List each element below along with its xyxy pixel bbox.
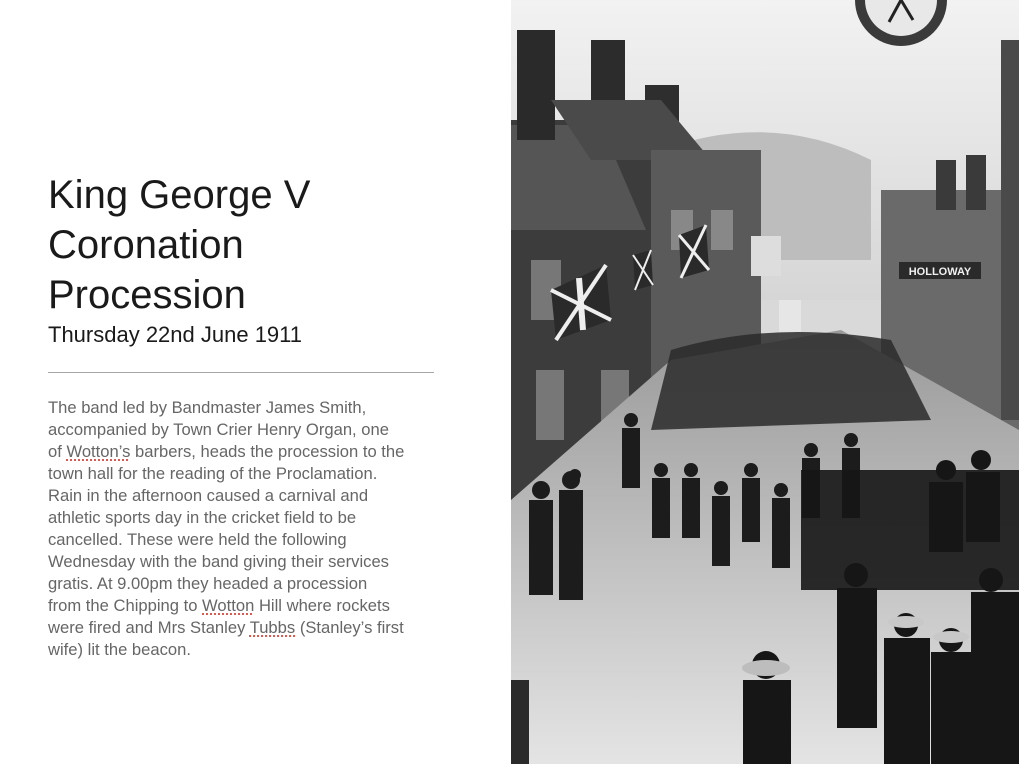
body-line: Rain in the afternoon caused a carnival and bbox=[48, 486, 369, 505]
slide-subtitle: Thursday 22nd June 1911 bbox=[48, 322, 302, 347]
body-line: wife) lit the beacon. bbox=[48, 640, 191, 659]
body-text-run: barbers, heads the procession to the bbox=[130, 442, 405, 461]
body-text-run: were fired and Mrs Stanley bbox=[48, 618, 250, 637]
body-text-run: (Stanley’s first bbox=[295, 618, 404, 637]
body-text-run: Hill where rockets bbox=[254, 596, 390, 615]
body-line: town hall for the reading of the Proclamation. bbox=[48, 464, 378, 483]
body-line bbox=[48, 617, 448, 639]
body-text-run: from the Chipping to bbox=[48, 596, 203, 615]
historic-photo bbox=[511, 0, 1019, 764]
shop-sign-text: HOLLOWAY bbox=[908, 266, 972, 278]
slide-title bbox=[48, 170, 468, 320]
title-line: Coronation bbox=[48, 223, 244, 267]
divider bbox=[48, 372, 434, 373]
chimney bbox=[936, 160, 956, 210]
body-line: accompanied by Town Crier Henry Organ, one bbox=[48, 420, 389, 439]
photo-edge bbox=[511, 680, 529, 764]
body-line: athletic sports day in the cricket field to be bbox=[48, 508, 357, 527]
chimney bbox=[517, 30, 555, 140]
body-line bbox=[48, 441, 448, 463]
body-line: cancelled. These were held the following bbox=[48, 530, 347, 549]
body-line: gratis. At 9.00pm they headed a procession bbox=[48, 574, 368, 593]
banner bbox=[751, 236, 781, 276]
body-line: The band led by Bandmaster James Smith, bbox=[48, 398, 367, 417]
right-building-edge bbox=[1001, 40, 1019, 420]
window bbox=[711, 210, 733, 250]
straw-hat bbox=[742, 660, 790, 676]
spellcheck-word: Tubbs bbox=[249, 618, 296, 637]
chimney bbox=[966, 155, 986, 210]
distant-crowd bbox=[651, 332, 931, 430]
body-line bbox=[48, 595, 448, 617]
body-paragraph bbox=[48, 397, 448, 661]
straw-hat bbox=[933, 631, 969, 643]
straw-hat bbox=[888, 616, 924, 628]
spellcheck-word: Wotton bbox=[202, 596, 255, 615]
spellcheck-word: Wotton’s bbox=[66, 442, 131, 461]
window bbox=[536, 370, 564, 440]
body-text-run: of bbox=[48, 442, 67, 461]
body-line: Wednesday with the band giving their services bbox=[48, 552, 389, 571]
union-jack-flag bbox=[633, 250, 653, 290]
title-line: Procession bbox=[48, 273, 246, 317]
title-line: King George V bbox=[48, 173, 311, 217]
street-procession-photo bbox=[511, 0, 1019, 764]
